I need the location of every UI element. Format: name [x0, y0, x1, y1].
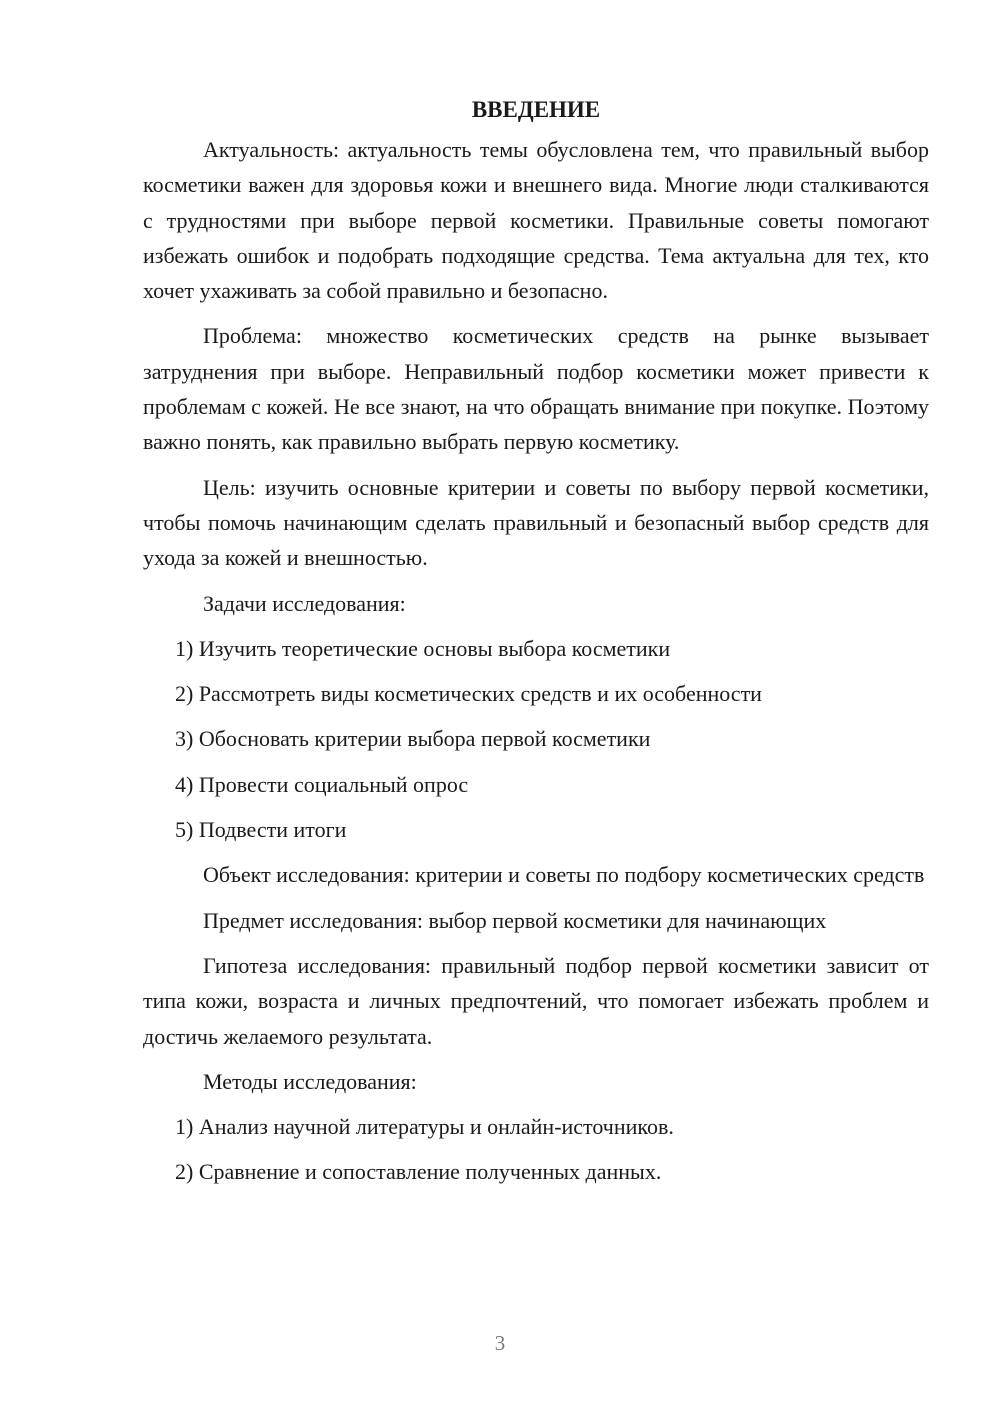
- list-item: 1) Анализ научной литературы и онлайн-источников.: [175, 1114, 674, 1140]
- document-page: [143, 92, 929, 1200]
- paragraph-problem: Проблема: множество косметических средств на рынке вызывает затруднения при выборе. Неправильный подбор косметики может привести к проблемам с кожей. Не все знают, на что обращать внимание при покупке. Поэтому важно понять, как правильно выбрать первую косметику.: [143, 323, 929, 455]
- page-number: 3: [494, 1331, 506, 1355]
- list-item: 4) Провести социальный опрос: [175, 771, 469, 797]
- tasks-heading: Задачи исследования:: [203, 590, 406, 616]
- list-item: 2) Сравнение и сопоставление полученных данных.: [175, 1159, 662, 1185]
- paragraph-goal: Цель: изучить основные критерии и советы по выбору первой косметики, чтобы помочь начинающим сделать правильный и безопасный выбор средств для ухода за кожей и внешностью.: [143, 474, 929, 571]
- list-item: 1) Изучить теоретические основы выбора косметики: [175, 635, 671, 661]
- paragraph-relevance: Актуальность: актуальность темы обусловлена тем, что правильный выбор косметики важен для здоровья кожи и внешнего вида. Многие люди сталкиваются с трудностями при выборе первой косметики. Правильные советы помогают избежать ошибок и подобрать подходящие средства. Тема актуальна для тех, кто хочет ухаживать за собой правильно и безопасно.: [143, 137, 929, 304]
- paragraph-object: Объект исследования: критерии и советы по подбору косметических средств: [203, 862, 925, 888]
- tasks-list: [143, 631, 929, 847]
- list-item: 5) Подвести итоги: [175, 817, 347, 843]
- list-item: 3) Обосновать критерии выбора первой косметики: [175, 726, 651, 752]
- list-item: 2) Рассмотреть виды косметических средств и их особенности: [175, 681, 762, 707]
- paragraph-subject: Предмет исследования: выбор первой косметики для начинающих: [203, 907, 827, 933]
- methods-list: [143, 1109, 929, 1190]
- paragraph-hypothesis: Гипотеза исследования: правильный подбор первой косметики зависит от типа кожи, возраста и личных предпочтений, что помогает избежать проблем и достичь желаемого результата.: [143, 952, 929, 1049]
- methods-heading: Методы исследования:: [203, 1068, 417, 1094]
- section-title: ВВЕДЕНИЕ: [471, 97, 601, 122]
